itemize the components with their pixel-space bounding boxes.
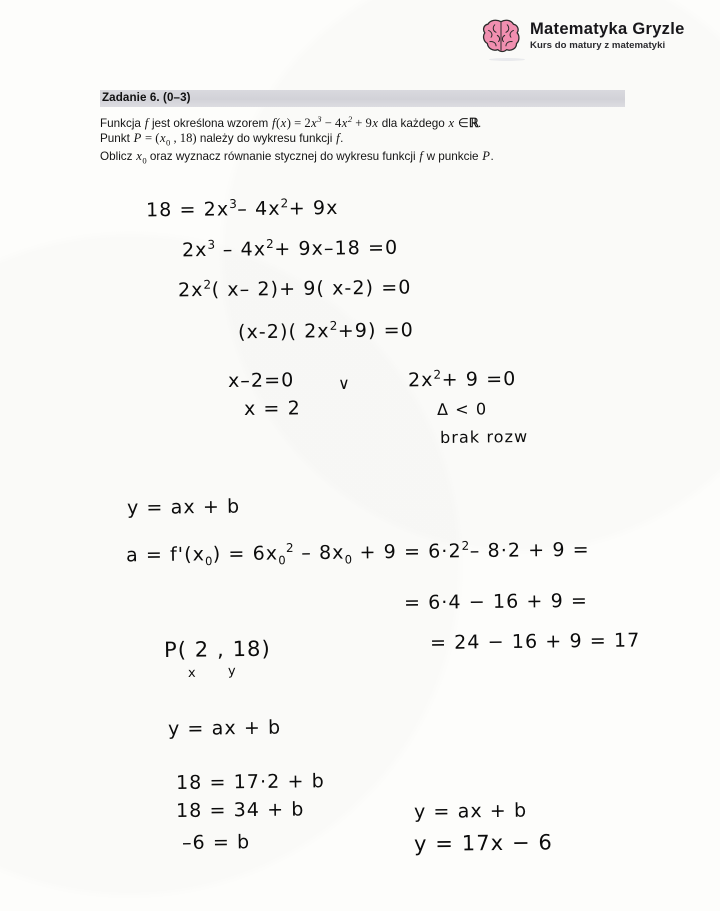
hw-case-or: ∨ bbox=[337, 373, 351, 393]
task-number-label: Zadanie 6. (0–3) bbox=[102, 91, 191, 104]
task-l3-mid2: w punkcie bbox=[426, 150, 479, 163]
hw-slope-cont-1: = 6·4 − 16 + 9 = bbox=[403, 589, 589, 614]
task-l1-end: . bbox=[478, 117, 482, 131]
logo-text-block bbox=[530, 21, 685, 50]
hw-case-right-3: brak rozw bbox=[439, 426, 529, 447]
task-l1-mid2: dla każdego bbox=[381, 117, 445, 131]
task-l1-mid1: jest określona wzorem bbox=[151, 117, 269, 131]
task-l2-f: f bbox=[336, 130, 340, 145]
hw-point-label: P( 2 , 18) bbox=[163, 636, 271, 662]
hw-sub-1: 18 = 17·2 + b bbox=[175, 770, 325, 794]
task-l3-f: f bbox=[419, 149, 423, 163]
hw-point-sub-x: x bbox=[187, 665, 197, 681]
brand-logo bbox=[481, 12, 707, 60]
task-l1-f: f bbox=[144, 116, 149, 131]
task-l2-point: $P = (x_0$ , 18) bbox=[133, 130, 197, 148]
hw-equation-2: $2x^3 - 4x^2+ 9x-18 =0$ bbox=[181, 236, 399, 262]
hw-equation-3: $2x^2$( x– 2)+ 9( x-2) =0 bbox=[177, 276, 412, 302]
logo-subtitle: Kurs do matury z matematyki bbox=[530, 39, 666, 51]
task-l1-pre: Funkcja bbox=[100, 117, 141, 131]
task-l3-pre: Oblicz bbox=[100, 150, 133, 163]
hw-slope-cont-2: = 24 − 16 + 9 = 17 bbox=[429, 629, 641, 654]
task-statement bbox=[100, 110, 660, 166]
task-l2-pre: Punkt bbox=[100, 131, 130, 145]
task-line-1 bbox=[100, 110, 660, 129]
hw-slope-line: $a = f'(x_0) = 6x_0^2 - 8x_0 + 9 = 6\cdot 2^2-$ 8·2 + 9 = bbox=[125, 538, 590, 569]
task-banner bbox=[100, 90, 625, 107]
hw-case-right-2: Δ < 0 bbox=[436, 399, 488, 419]
hw-equation-1: $18 = 2x^3-$ $4x^2+ 9x$ bbox=[145, 196, 339, 222]
task-l3-end: . bbox=[490, 150, 494, 163]
task-l3-P: P bbox=[482, 149, 490, 163]
task-l1-isin: ∈ bbox=[457, 116, 469, 131]
hw-sub-form: y = ax + b bbox=[167, 716, 282, 740]
logo-shadow bbox=[489, 58, 525, 61]
task-l1-set: ℝ bbox=[468, 116, 479, 131]
hw-point-sub-y: y bbox=[227, 663, 237, 679]
task-l1-formula: $f(x) = 2x^3 - 4x^2 + 9x$ bbox=[271, 114, 378, 131]
hw-tangent-form: y = ax + b bbox=[126, 495, 241, 519]
hw-case-left-2: x = 2 bbox=[243, 397, 301, 420]
brain-icon bbox=[481, 18, 521, 54]
task-l1-var: x bbox=[448, 116, 455, 131]
task-l2-mid: należy do wykresu funkcji bbox=[199, 131, 333, 145]
task-line-2 bbox=[100, 129, 660, 148]
hw-case-right-1: $2x^2+ 9 =0$ bbox=[407, 367, 517, 392]
task-l2-end: . bbox=[340, 131, 344, 145]
hw-answer-1: y = ax + b bbox=[413, 799, 528, 823]
hw-sub-2: 18 = 34 + b bbox=[175, 798, 305, 822]
hw-case-left-1: x–2=0 bbox=[227, 369, 295, 392]
task-l3-x0: $x_0$ bbox=[136, 149, 147, 166]
hw-sub-3: –6 = b bbox=[181, 831, 251, 854]
logo-title: Matematyka Gryzle bbox=[530, 20, 685, 39]
hw-equation-4: (x-2)( $2x^2+9) =0$ bbox=[237, 318, 415, 344]
task-l3-mid: oraz wyznacz równanie stycznej do wykresu funkcji bbox=[149, 150, 416, 163]
hw-answer-2: y = 17x − 6 bbox=[413, 830, 554, 856]
task-line-3 bbox=[100, 147, 660, 166]
